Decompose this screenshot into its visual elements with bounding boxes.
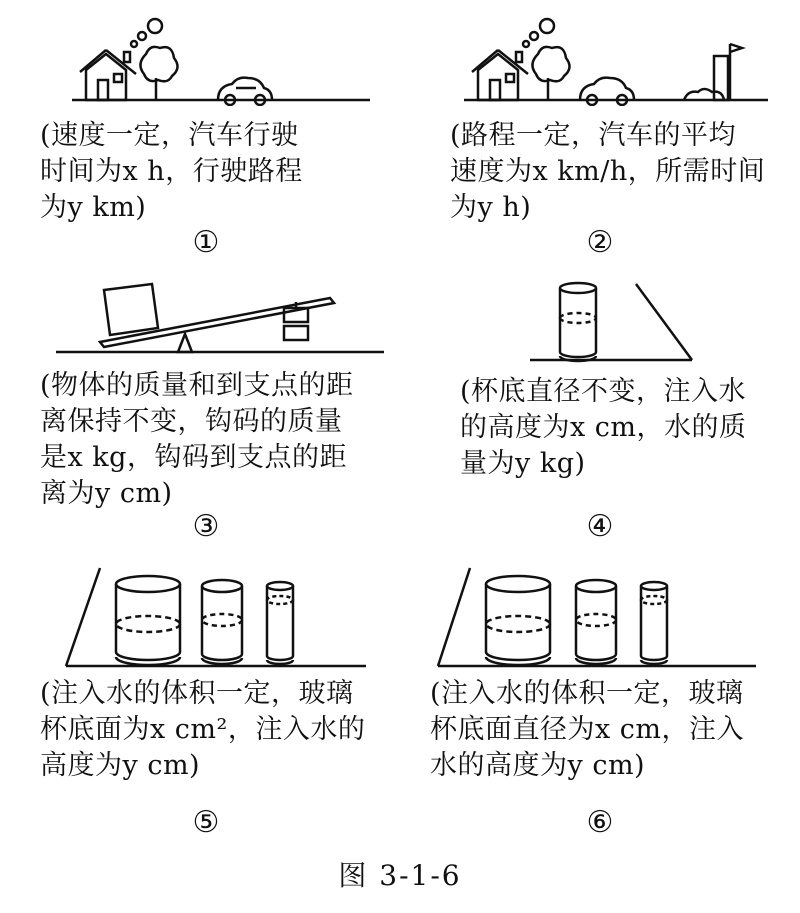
three-glasses-illustration (420, 560, 790, 670)
caption-line: 为y h) (450, 192, 532, 223)
lever-balance-illustration (40, 270, 410, 360)
caption-line: 杯底面为x cm²，注入水的 (40, 714, 366, 745)
caption-line: 高度为y cm) (40, 750, 201, 781)
panel-5-caption (40, 676, 365, 784)
caption-line: 为y km) (40, 192, 147, 223)
panel-4-number: ④ (586, 509, 614, 544)
panel-3 (40, 270, 410, 550)
house-car-scene-illustration (40, 14, 400, 106)
panel-4-caption (460, 374, 747, 482)
panel-3-caption (40, 368, 354, 512)
caption-line: (注入水的体积一定，玻璃 (430, 678, 744, 709)
caption-line: 的高度为x cm，水的质 (460, 412, 747, 443)
panel-5-number: ⑤ (192, 805, 220, 840)
panel-2 (430, 14, 790, 264)
caption-line: (注入水的体积一定，玻璃 (40, 678, 354, 709)
panel-6-caption (430, 676, 744, 784)
house-car-flag-scene-illustration (430, 14, 790, 106)
caption-line: 速度为x km/h，所需时间 (450, 156, 766, 187)
panel-6-number: ⑥ (586, 805, 614, 840)
panel-1-number: ① (192, 225, 220, 260)
caption-line: (速度一定，汽车行驶 (40, 120, 299, 151)
cylinder-cup-illustration (430, 270, 790, 366)
panel-1 (40, 14, 400, 264)
caption-line: 水的高度为y cm) (430, 750, 646, 781)
panel-1-caption (40, 118, 303, 226)
panel-5 (40, 560, 400, 850)
caption-line: (路程一定，汽车的平均 (450, 120, 737, 151)
panel-3-number: ③ (192, 509, 220, 544)
panel-4 (430, 270, 790, 544)
figure-label: 图 3-1-6 (338, 859, 462, 892)
caption-line: 时间为x h，行驶路程 (40, 156, 303, 187)
caption-line: 杯底面直径为x cm，注入 (430, 714, 745, 745)
panel-2-caption (450, 118, 765, 226)
caption-line: 是x kg，钩码到支点的距 (40, 442, 347, 473)
three-glasses-illustration (40, 560, 400, 670)
caption-line: 离为y cm) (40, 478, 173, 509)
caption-line: 离保持不变，钩码的质量 (40, 406, 343, 437)
caption-line: 量为y kg) (460, 448, 586, 479)
caption-line: (物体的质量和到支点的距 (40, 370, 354, 401)
caption-line: (杯底直径不变，注入水 (460, 376, 747, 407)
panel-6 (420, 560, 790, 850)
panel-2-number: ② (586, 225, 614, 260)
